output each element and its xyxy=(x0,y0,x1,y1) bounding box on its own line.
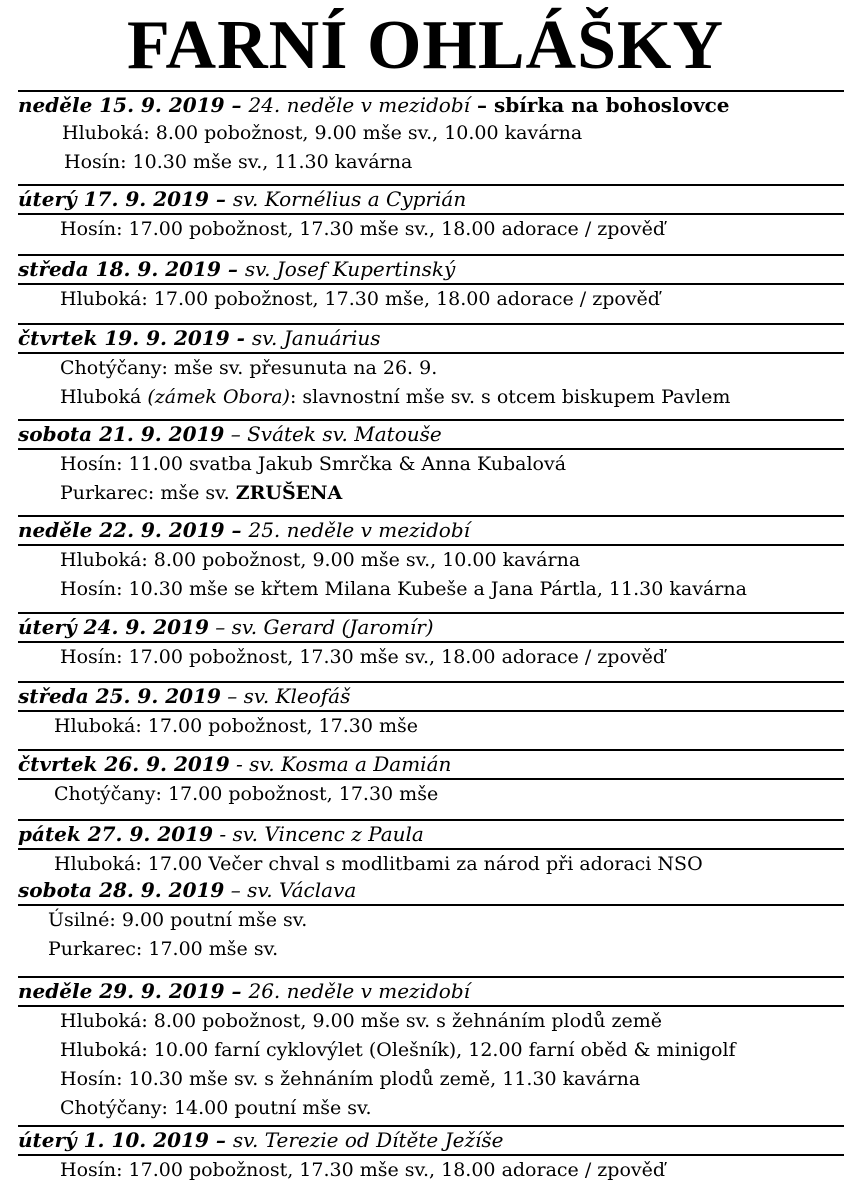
schedule-line: Hosín: 17.00 pobožnost, 17.30 mše sv., 18.00 adorace / zpověď xyxy=(60,218,666,240)
day-feast: sv. Vincenc z Paula xyxy=(232,822,424,846)
location-note: (zámek Obora) xyxy=(147,386,290,408)
day-feast: 26. neděle v mezidobí xyxy=(248,979,471,1003)
day-section xyxy=(18,612,844,672)
schedule-line: Hluboká: 8.00 pobožnost, 9.00 mše sv. s žehnáním plodů země xyxy=(60,1010,663,1032)
day-feast: 25. neděle v mezidobí xyxy=(248,518,471,542)
schedule-line: Hluboká: 17.00 pobožnost, 17.30 mše, 18.00 adorace / zpověď xyxy=(60,288,660,310)
day-section xyxy=(18,515,844,604)
schedule-line: Hluboká: 17.00 pobožnost, 17.30 mše xyxy=(54,715,418,737)
day-date: sobota 28. 9. 2019 xyxy=(18,878,225,902)
day-section xyxy=(18,254,844,314)
day-feast: sv. Gerard (Jaromír) xyxy=(231,615,434,639)
day-feast: sv. Kleofáš xyxy=(243,684,351,708)
schedule-line: Hosín: 10.30 mše sv., 11.30 kavárna xyxy=(64,151,413,173)
day-feast: sv. Kosma a Damián xyxy=(249,752,452,776)
day-date: pátek 27. 9. 2019 xyxy=(18,822,213,846)
schedule-line: Hluboká (zámek Obora): slavnostní mše sv. s otcem biskupem Pavlem xyxy=(60,386,731,408)
schedule-line: Hosín: 11.00 svatba Jakub Smrčka & Anna Kubalová xyxy=(60,453,567,475)
day-section xyxy=(18,184,844,244)
schedule-line: Hosín: 10.30 mše se křtem Milana Kubeše a Jana Pártla, 11.30 kavárna xyxy=(60,578,747,600)
day-feast: Svátek sv. Matouše xyxy=(247,422,442,446)
day-feast: sv. Januárius xyxy=(251,326,381,350)
day-header: úterý 24. 9. 2019 – sv. Gerard (Jaromír) xyxy=(18,612,844,643)
schedule-line: Purkarec: 17.00 mše sv. xyxy=(48,938,279,960)
schedule-line: Chotýčany: 17.00 pobožnost, 17.30 mše xyxy=(54,783,439,805)
schedule-line: Hluboká: 8.00 pobožnost, 9.00 mše sv., 10.00 kavárna xyxy=(62,122,583,144)
day-feast: sv. Josef Kupertinský xyxy=(244,257,456,281)
day-header: neděle 15. 9. 2019 – 24. neděle v mezidobí – sbírka na bohoslovce xyxy=(18,90,844,119)
day-date: sobota 21. 9. 2019 xyxy=(18,422,225,446)
day-section xyxy=(18,681,844,741)
day-section xyxy=(18,976,844,1123)
day-header: úterý 17. 9. 2019 – sv. Kornélius a Cyprián xyxy=(18,184,844,215)
day-date: úterý 24. 9. 2019 xyxy=(18,615,209,639)
cancelled-note: ZRUŠENA xyxy=(235,482,343,504)
day-header: úterý 1. 10. 2019 – sv. Terezie od Dítěte Ježíše xyxy=(18,1125,844,1156)
day-section xyxy=(18,1125,844,1185)
day-feast: 24. neděle v mezidobí xyxy=(248,93,471,117)
day-date: úterý 17. 9. 2019 xyxy=(18,187,209,211)
day-date: neděle 15. 9. 2019 xyxy=(18,93,225,117)
day-section xyxy=(18,819,844,879)
day-feast: sv. Terezie od Dítěte Ježíše xyxy=(232,1128,504,1152)
day-date: neděle 29. 9. 2019 xyxy=(18,979,225,1003)
day-section xyxy=(18,323,844,412)
day-feast: sv. Kornélius a Cyprián xyxy=(232,187,467,211)
collection-note: sbírka na bohoslovce xyxy=(493,93,730,117)
day-header: čtvrtek 19. 9. 2019 - sv. Januárius xyxy=(18,323,844,354)
day-date: čtvrtek 19. 9. 2019 xyxy=(18,326,230,350)
schedule-line: Chotýčany: mše sv. přesunuta na 26. 9. xyxy=(60,357,438,379)
schedule-line: Purkarec: mše sv. ZRUŠENA xyxy=(60,482,343,504)
schedule-line: Chotýčany: 14.00 poutní mše sv. xyxy=(60,1097,372,1119)
day-header: neděle 22. 9. 2019 – 25. neděle v mezidobí xyxy=(18,515,844,546)
day-section xyxy=(18,90,844,177)
schedule-line: Hluboká: 17.00 Večer chval s modlitbami za národ při adoraci NSO xyxy=(54,853,703,875)
day-header: středa 18. 9. 2019 – sv. Josef Kupertinský xyxy=(18,254,844,285)
day-header: sobota 28. 9. 2019 – sv. Václava xyxy=(18,877,844,906)
schedule-line: Hosín: 17.00 pobožnost, 17.30 mše sv., 18.00 adorace / zpověď xyxy=(60,646,666,668)
day-date: čtvrtek 26. 9. 2019 xyxy=(18,752,230,776)
day-header: neděle 29. 9. 2019 – 26. neděle v mezidobí xyxy=(18,976,844,1007)
day-section xyxy=(18,749,844,809)
day-header: sobota 21. 9. 2019 – Svátek sv. Matouše xyxy=(18,419,844,450)
day-date: středa 25. 9. 2019 xyxy=(18,684,221,708)
day-section xyxy=(18,877,844,964)
day-header: čtvrtek 26. 9. 2019 - sv. Kosma a Damián xyxy=(18,749,844,780)
day-date: neděle 22. 9. 2019 xyxy=(18,518,225,542)
schedule-line: Hluboká: 8.00 pobožnost, 9.00 mše sv., 10.00 kavárna xyxy=(60,549,581,571)
day-date: středa 18. 9. 2019 xyxy=(18,257,221,281)
schedule-line: Hluboká: 10.00 farní cyklovýlet (Olešník), 12.00 farní oběd & minigolf xyxy=(60,1039,736,1061)
schedule-line: Úsilné: 9.00 poutní mše sv. xyxy=(48,909,308,931)
day-feast: sv. Václava xyxy=(247,878,357,902)
schedule-line: Hosín: 10.30 mše sv. s žehnáním plodů země, 11.30 kavárna xyxy=(60,1068,641,1090)
day-section xyxy=(18,419,844,508)
schedule-line: Hosín: 17.00 pobožnost, 17.30 mše sv., 18.00 adorace / zpověď xyxy=(60,1159,666,1181)
day-date: úterý 1. 10. 2019 xyxy=(18,1128,209,1152)
day-header: středa 25. 9. 2019 – sv. Kleofáš xyxy=(18,681,844,712)
page-title: FARNÍ OHLÁŠKY xyxy=(126,7,725,84)
day-header: pátek 27. 9. 2019 - sv. Vincenc z Paula xyxy=(18,819,844,850)
